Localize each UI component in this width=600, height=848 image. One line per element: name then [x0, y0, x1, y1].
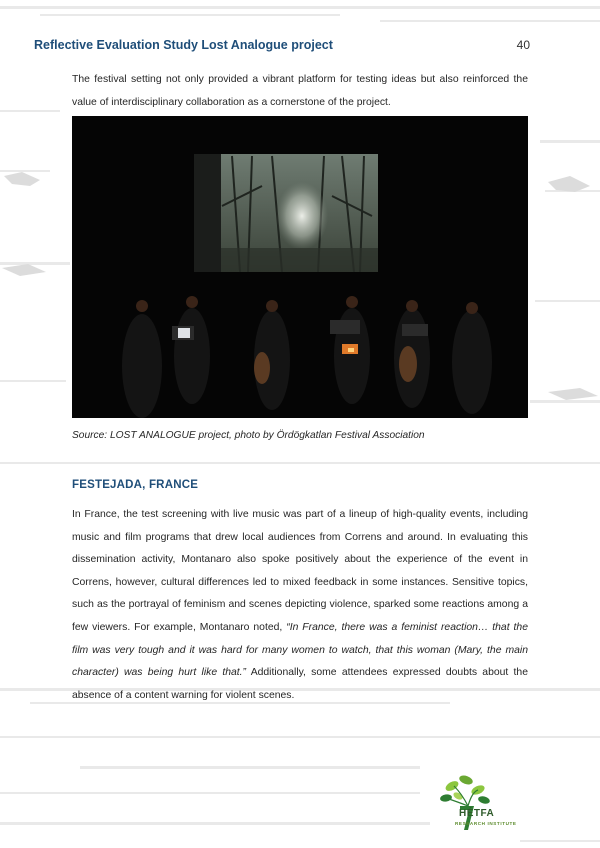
quoted-text: “In France, there was a feminist reaction… that the film was very tough and it was hard for many women to watch, that this woman (Mary, the main character) was being hurt like that.”	[72, 621, 528, 679]
page-number: 40	[516, 38, 530, 52]
logo-name: HÉTFA	[459, 808, 495, 819]
section-paragraph	[72, 504, 528, 707]
page-header	[34, 38, 530, 56]
section-heading: FESTEJADA, FRANCE	[72, 479, 199, 491]
concert-photo	[72, 116, 528, 418]
document-title: Reflective Evaluation Study Lost Analogue project	[34, 38, 333, 52]
paragraph-text-end: Additionally, some attendees expressed doubts about the absence of a content warning for violent scenes.	[72, 667, 528, 701]
logo-subtitle: RESEARCH INSTITUTE	[455, 821, 517, 826]
intro-paragraph: The festival setting not only provided a vibrant platform for testing ideas but also reinforced the value of interdisciplinary collaboration as a cornerstone of the project.	[72, 74, 528, 108]
paragraph-text: In France, the test screening with live music was part of a lineup of high-quality events, including music and film programs that drew local audiences from Correns and around. In evaluating this dissemination activity, Montanaro also spoke positively about the experience of the event in Correns, however, cultural differences led to mixed feedback in some instances. Sensitive topics, such as the portrayal of feminism and scenes depicting violence, sparked some reactions among a few viewers. For example, Montanaro noted,	[72, 509, 528, 633]
photo-caption: Source: LOST ANALOGUE project, photo by Ördögkatlan Festival Association	[72, 430, 425, 441]
